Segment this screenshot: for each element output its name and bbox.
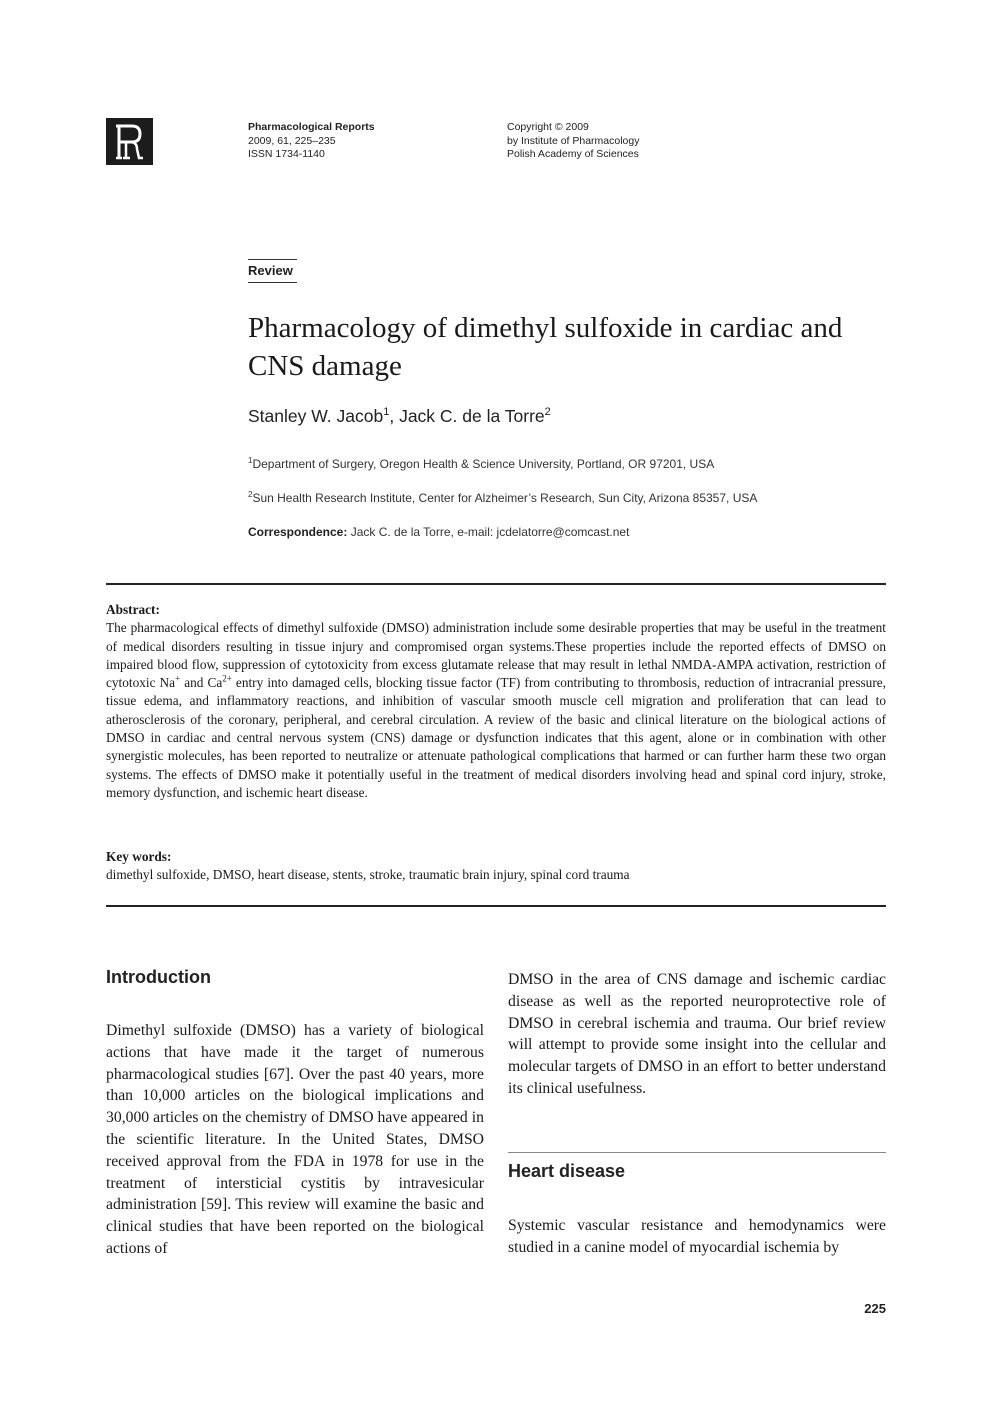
section-divider bbox=[508, 1152, 886, 1153]
abstract-text-part: and Ca bbox=[180, 675, 223, 691]
author-name: Jack C. de la Torre bbox=[399, 406, 545, 426]
author-separator: , bbox=[389, 406, 400, 426]
author-list bbox=[248, 406, 551, 427]
abstract-text-part: entry into damaged cells, blocking tissue factor (TF) from contributing to thrombosis, reduction of intracranial pressure, tissue edema, and inflammatory reactions, and inhibition of vascular smooth muscle cell migration and proliferation that can lead to atherosclerosis of the coronary, peripheral, and cerebral circulation. A review of the basic and clinical literature on the biological actions of DMSO in cardiac and central nervous system (CNS) damage or dysfunction indicates that this agent, alone or in combination with other synergistic molecules, has been reported to neutralize or attenuate pathological complications that harmed or can further harm these two organ systems. The effects of DMSO make it potentially useful in the treatment of medical disorders involving head and spinal cord injury, stroke, memory dysfunction, and ischemic heart disease. bbox=[106, 675, 886, 800]
affiliation-2 bbox=[248, 490, 757, 505]
copyright-line: Copyright © 2009 bbox=[507, 121, 589, 133]
article-type-label: Review bbox=[248, 259, 297, 283]
author-affiliation-mark: 1 bbox=[383, 406, 390, 419]
affiliation-text: Department of Surgery, Oregon Health & Science University, Portland, OR 97201, USA bbox=[252, 457, 715, 471]
page-number: 225 bbox=[864, 1301, 886, 1316]
pr-monogram-icon bbox=[106, 118, 153, 165]
affiliation-text: Sun Health Research Institute, Center for Alzheimer’s Research, Sun City, Arizona 85357, USA bbox=[252, 491, 758, 505]
section-heading-heart-disease: Heart disease bbox=[508, 1161, 626, 1181]
affiliation-1 bbox=[248, 456, 714, 471]
correspondence-label: Correspondence: bbox=[248, 525, 348, 539]
academy-line: Polish Academy of Sciences bbox=[507, 148, 639, 160]
author-name: Stanley W. Jacob bbox=[248, 406, 384, 426]
journal-volume: 2009, 61, 225–235 bbox=[248, 134, 336, 147]
correspondence-text: Jack C. de la Torre, e-mail: jcdelatorre@comcast.net bbox=[350, 525, 630, 539]
journal-issn: ISSN 1734-1140 bbox=[248, 148, 325, 160]
heart-disease-text: Systemic vascular resistance and hemodynamics were studied in a canine model of myocardial ischemia by bbox=[508, 1217, 886, 1256]
superscript: + bbox=[175, 673, 181, 684]
keywords-text: dimethyl sulfoxide, DMSO, heart disease, stents, stroke, traumatic brain injury, spinal cord trauma bbox=[106, 867, 630, 882]
abstract-text bbox=[106, 619, 886, 802]
divider bbox=[106, 905, 886, 907]
abstract-text-part: The pharmacological effects of dimethyl sulfoxide (DMSO) administration include some desirable properties that may be useful in the treatment of medical disorders resulting in tissue injury and compromised organ systems.These properties include the reported effects of DMSO on impaired blood flow, suppression of cytotoxicity from excess glutamate release that may result in lethal NMDA-AMPA activation, restriction of cytotoxic Na bbox=[106, 620, 886, 691]
author-affiliation-mark: 2 bbox=[544, 406, 551, 419]
affiliation-mark: 2 bbox=[248, 490, 253, 499]
introduction-text-left: Dimethyl sulfoxide (DMSO) has a variety of biological actions that have made it the target of numerous pharmacological studies [67]. Over the past 40 years, more than 10,000 articles on the biological implications and 30,000 articles on the chemistry of DMSO have appeared in the scientific literature. In the United States, DMSO received approval from the FDA in 1978 for use in the treatment of intersticial cystitis by intravesicular administration [59]. This review will examine the basic and clinical studies that have been reported on the biological actions of bbox=[106, 1022, 484, 1257]
journal-logo bbox=[106, 118, 153, 165]
introduction-text-right: DMSO in the area of CNS damage and ischemic cardiac disease as well as the reported neuroprotective role of DMSO in cerebral ischemia and trauma. Our brief review will attempt to provide some insight into the cellular and molecular targets of DMSO in an effort to better understand its clinical usefulness. bbox=[508, 971, 886, 1097]
copyright-info bbox=[507, 121, 640, 162]
affiliation-mark: 1 bbox=[248, 456, 253, 465]
publisher-line: by Institute of Pharmacology bbox=[507, 134, 640, 147]
abstract-label: Abstract: bbox=[106, 602, 160, 617]
section-heading-introduction: Introduction bbox=[106, 967, 211, 987]
divider bbox=[106, 583, 886, 585]
keywords-label: Key words: bbox=[106, 849, 172, 864]
keywords bbox=[106, 848, 886, 884]
article-title: Pharmacology of dimethyl sulfoxide in cardiac and CNS damage bbox=[248, 312, 843, 382]
journal-info bbox=[248, 121, 375, 162]
superscript: 2+ bbox=[222, 673, 232, 684]
correspondence bbox=[248, 525, 629, 539]
journal-name: Pharmacological Reports bbox=[248, 121, 375, 133]
abstract bbox=[106, 601, 886, 802]
